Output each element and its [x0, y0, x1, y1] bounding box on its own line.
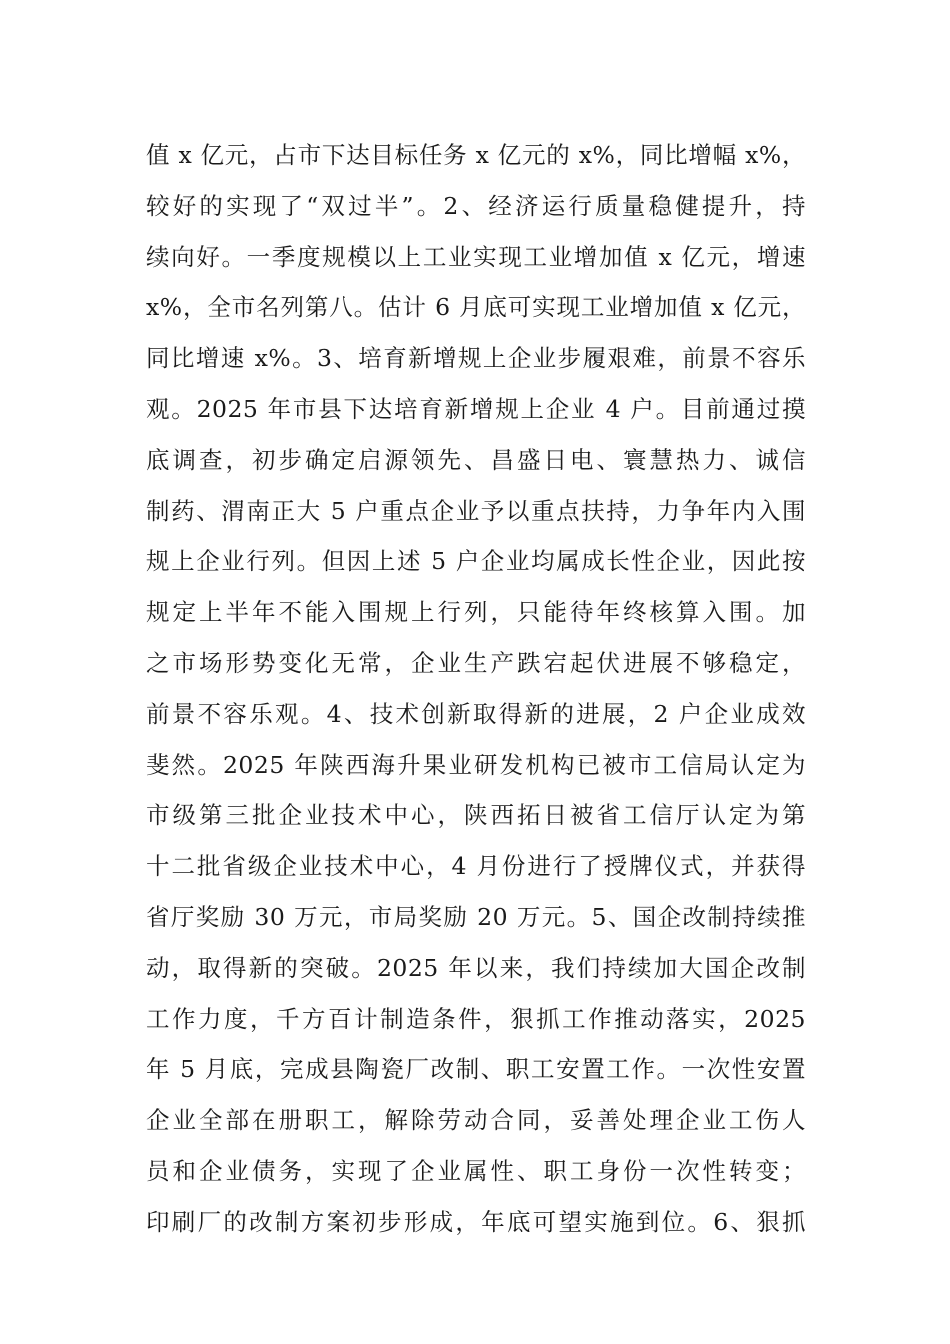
text-line: 之市场形势变化无常，企业生产跌宕起伏进展不够稳定，: [146, 648, 806, 677]
text-line: 动，取得新的突破。2025 年以来，我们持续加大国企改制: [146, 953, 806, 982]
text-line: 工作力度，千方百计制造条件，狠抓工作推动落实，2025: [146, 1004, 806, 1033]
text-line: 制药、渭南正大 5 户重点企业予以重点扶持，力争年内入围: [146, 496, 806, 525]
text-line: 值 x 亿元，占市下达目标任务 x 亿元的 x%，同比增幅 x%，: [146, 141, 806, 169]
text-line: 十二批省级企业技术中心，4 月份进行了授牌仪式，并获得: [146, 852, 806, 881]
text-line: 企业全部在册职工，解除劳动合同，妥善处理企业工伤人: [146, 1106, 806, 1135]
text-line: 同比增速 x%。3、培育新增规上企业步履艰难，前景不容乐: [146, 344, 806, 373]
text-line: 员和企业债务，实现了企业属性、职工身份一次性转变；: [146, 1156, 806, 1185]
text-line: 观。2025 年市县下达培育新增规上企业 4 户。目前通过摸: [146, 394, 806, 423]
text-line: x%，全市名列第八。估计 6 月底可实现工业增加值 x 亿元，: [146, 293, 806, 322]
text-line: 底调查，初步确定启源领先、昌盛日电、寰慧热力、诚信: [146, 445, 806, 474]
body-paragraph: [146, 130, 806, 1248]
text-line: 续向好。一季度规模以上工业实现工业增加值 x 亿元，增速: [146, 242, 806, 271]
text-line: 印刷厂的改制方案初步形成，年底可望实施到位。6、狠抓: [146, 1207, 806, 1236]
text-line: 前景不容乐观。4、技术创新取得新的进展，2 户企业成效: [146, 699, 806, 728]
text-line: 年 5 月底，完成县陶瓷厂改制、职工安置工作。一次性安置: [146, 1055, 806, 1084]
text-line: 较好的实现了“双过半”。2、经济运行质量稳健提升，持: [146, 191, 806, 220]
text-line: 省厅奖励 30 万元，市局奖励 20 万元。5、国企改制持续推: [146, 902, 806, 931]
text-line: 规定上半年不能入围规上行列，只能待年终核算入围。加: [146, 598, 806, 627]
text-line: 市级第三批企业技术中心，陕西拓日被省工信厅认定为第: [146, 801, 806, 830]
text-line: 斐然。2025 年陕西海升果业研发机构已被市工信局认定为: [146, 750, 806, 779]
text-line: 规上企业行列。但因上述 5 户企业均属成长性企业，因此按: [146, 547, 806, 576]
